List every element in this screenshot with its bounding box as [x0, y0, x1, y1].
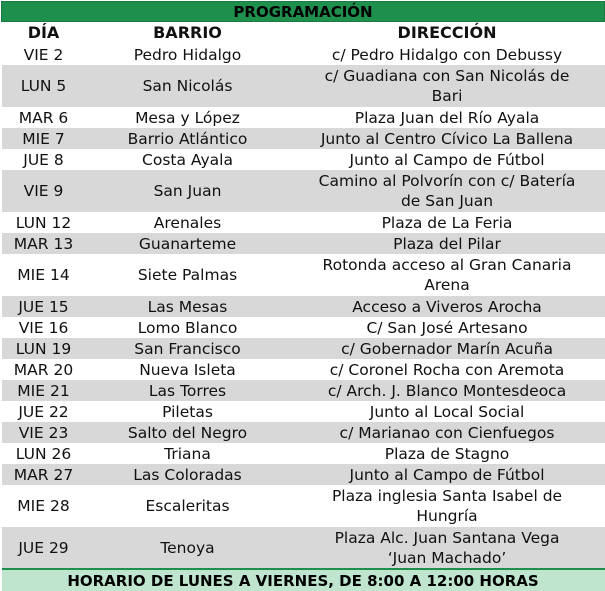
cell-address	[290, 464, 605, 485]
cell-address	[290, 170, 605, 212]
header-day: DÍA	[2, 22, 86, 45]
cell-district: Guanarteme	[86, 233, 290, 254]
cell-address	[290, 359, 605, 380]
table-row	[2, 233, 605, 254]
cell-address	[290, 107, 605, 128]
cell-day: LUN 19	[2, 338, 86, 359]
cell-day: JUE 8	[2, 149, 86, 170]
address-line: C/ San José Artesano	[366, 318, 528, 337]
table-row	[2, 107, 605, 128]
cell-day: MAR 27	[2, 464, 86, 485]
table-row	[2, 149, 605, 170]
table-row	[2, 128, 605, 149]
table-row	[2, 317, 605, 338]
cell-day: MAR 6	[2, 107, 86, 128]
cell-address	[290, 44, 605, 65]
cell-district: Salto del Negro	[86, 422, 290, 443]
cell-day: VIE 23	[2, 422, 86, 443]
address-line: Hungría	[416, 507, 478, 525]
table-row	[2, 254, 605, 296]
cell-day: MIE 7	[2, 128, 86, 149]
address-line: Acceso a Viveros Arocha	[352, 297, 542, 316]
address-line: Plaza Juan del Río Ayala	[354, 108, 540, 127]
table-row	[2, 464, 605, 485]
cell-district: Nueva Isleta	[86, 359, 290, 380]
cell-address	[290, 149, 605, 170]
header-district: BARRIO	[86, 22, 290, 45]
address-line: ‘Juan Machado’	[387, 548, 507, 567]
cell-district: Las Mesas	[86, 296, 290, 317]
table-row	[2, 527, 605, 569]
cell-address	[290, 128, 605, 149]
cell-address	[290, 233, 605, 254]
table-row	[2, 338, 605, 359]
cell-district: Lomo Blanco	[86, 317, 290, 338]
schedule-table	[1, 1, 605, 591]
cell-district: Mesa y López	[86, 107, 290, 128]
cell-address	[290, 338, 605, 359]
address-line: Arena	[424, 276, 470, 294]
cell-district: San Juan	[86, 170, 290, 212]
cell-district: Las Coloradas	[86, 464, 290, 485]
cell-district: San Nicolás	[86, 65, 290, 107]
cell-district: San Francisco	[86, 338, 290, 359]
cell-address	[290, 296, 605, 317]
address-line: Plaza de La Feria	[381, 213, 513, 232]
cell-day: MAR 20	[2, 359, 86, 380]
cell-district: Costa Ayala	[86, 149, 290, 170]
table-row	[2, 65, 605, 107]
cell-day: MIE 14	[2, 254, 86, 296]
cell-day: VIE 9	[2, 170, 86, 212]
header-address: DIRECCIÓN	[290, 22, 605, 45]
table-row	[2, 422, 605, 443]
table-row	[2, 380, 605, 401]
table-row	[2, 401, 605, 422]
table-row	[2, 44, 605, 65]
cell-address	[290, 527, 605, 569]
table-title: PROGRAMACIÓN	[2, 2, 605, 22]
cell-day: LUN 5	[2, 65, 86, 107]
cell-day: JUE 29	[2, 527, 86, 569]
cell-district: Tenoya	[86, 527, 290, 569]
address-line: c/ Marianao con Cienfuegos	[339, 423, 555, 442]
cell-address	[290, 485, 605, 527]
title-row	[2, 2, 605, 22]
cell-day: VIE 2	[2, 44, 86, 65]
cell-district: Arenales	[86, 212, 290, 233]
cell-day: JUE 15	[2, 296, 86, 317]
cell-address	[290, 401, 605, 422]
address-line: Plaza inglesia Santa Isabel de	[331, 487, 563, 505]
table-row	[2, 485, 605, 527]
cell-district: Escaleritas	[86, 485, 290, 527]
cell-district: Barrio Atlántico	[86, 128, 290, 149]
address-line: Camino al Polvorín con c/ Batería	[318, 172, 576, 190]
cell-address	[290, 254, 605, 296]
address-line: Rotonda acceso al Gran Canaria	[322, 256, 572, 274]
table-row	[2, 170, 605, 212]
table-row	[2, 359, 605, 380]
address-line: Bari	[431, 87, 463, 105]
schedule-hours-note: HORARIO DE LUNES A VIERNES, DE 8:00 A 12:00 HORAS	[67, 571, 539, 590]
cell-district: Piletas	[86, 401, 290, 422]
address-line: c/ Coronel Rocha con Aremota	[329, 360, 565, 379]
cell-address	[290, 212, 605, 233]
address-line: Junto al Centro Cívico La Ballena	[320, 129, 574, 148]
address-line: c/ Gobernador Marín Acuña	[341, 339, 553, 358]
cell-day: MIE 21	[2, 380, 86, 401]
address-line: c/ Arch. J. Blanco Montesdeoca	[327, 381, 567, 400]
header-row	[2, 22, 605, 45]
address-line: Plaza del Pilar	[393, 234, 501, 253]
address-line: c/ Guadiana con San Nicolás de	[324, 67, 570, 85]
cell-address	[290, 380, 605, 401]
cell-day: JUE 22	[2, 401, 86, 422]
cell-address	[290, 65, 605, 107]
cell-district: Las Torres	[86, 380, 290, 401]
cell-day: LUN 12	[2, 212, 86, 233]
cell-day: MAR 13	[2, 233, 86, 254]
cell-address	[290, 443, 605, 464]
address-line: de San Juan	[400, 192, 494, 210]
cell-day: LUN 26	[2, 443, 86, 464]
cell-district: Pedro Hidalgo	[86, 44, 290, 65]
table-row	[2, 296, 605, 317]
cell-address	[290, 422, 605, 443]
address-line: Plaza Alc. Juan Santana Vega	[334, 528, 560, 547]
address-line: Plaza de Stagno	[384, 444, 510, 463]
table-row	[2, 212, 605, 233]
cell-day: VIE 16	[2, 317, 86, 338]
cell-district: Triana	[86, 443, 290, 464]
address-line: c/ Pedro Hidalgo con Debussy	[331, 45, 563, 64]
address-line: Junto al Campo de Fútbol	[349, 465, 545, 484]
footer-row	[2, 569, 605, 591]
cell-day: MIE 28	[2, 485, 86, 527]
table-row	[2, 443, 605, 464]
cell-district: Siete Palmas	[86, 254, 290, 296]
cell-address	[290, 317, 605, 338]
address-line: Junto al Local Social	[369, 402, 525, 421]
address-line: Junto al Campo de Fútbol	[349, 150, 545, 169]
